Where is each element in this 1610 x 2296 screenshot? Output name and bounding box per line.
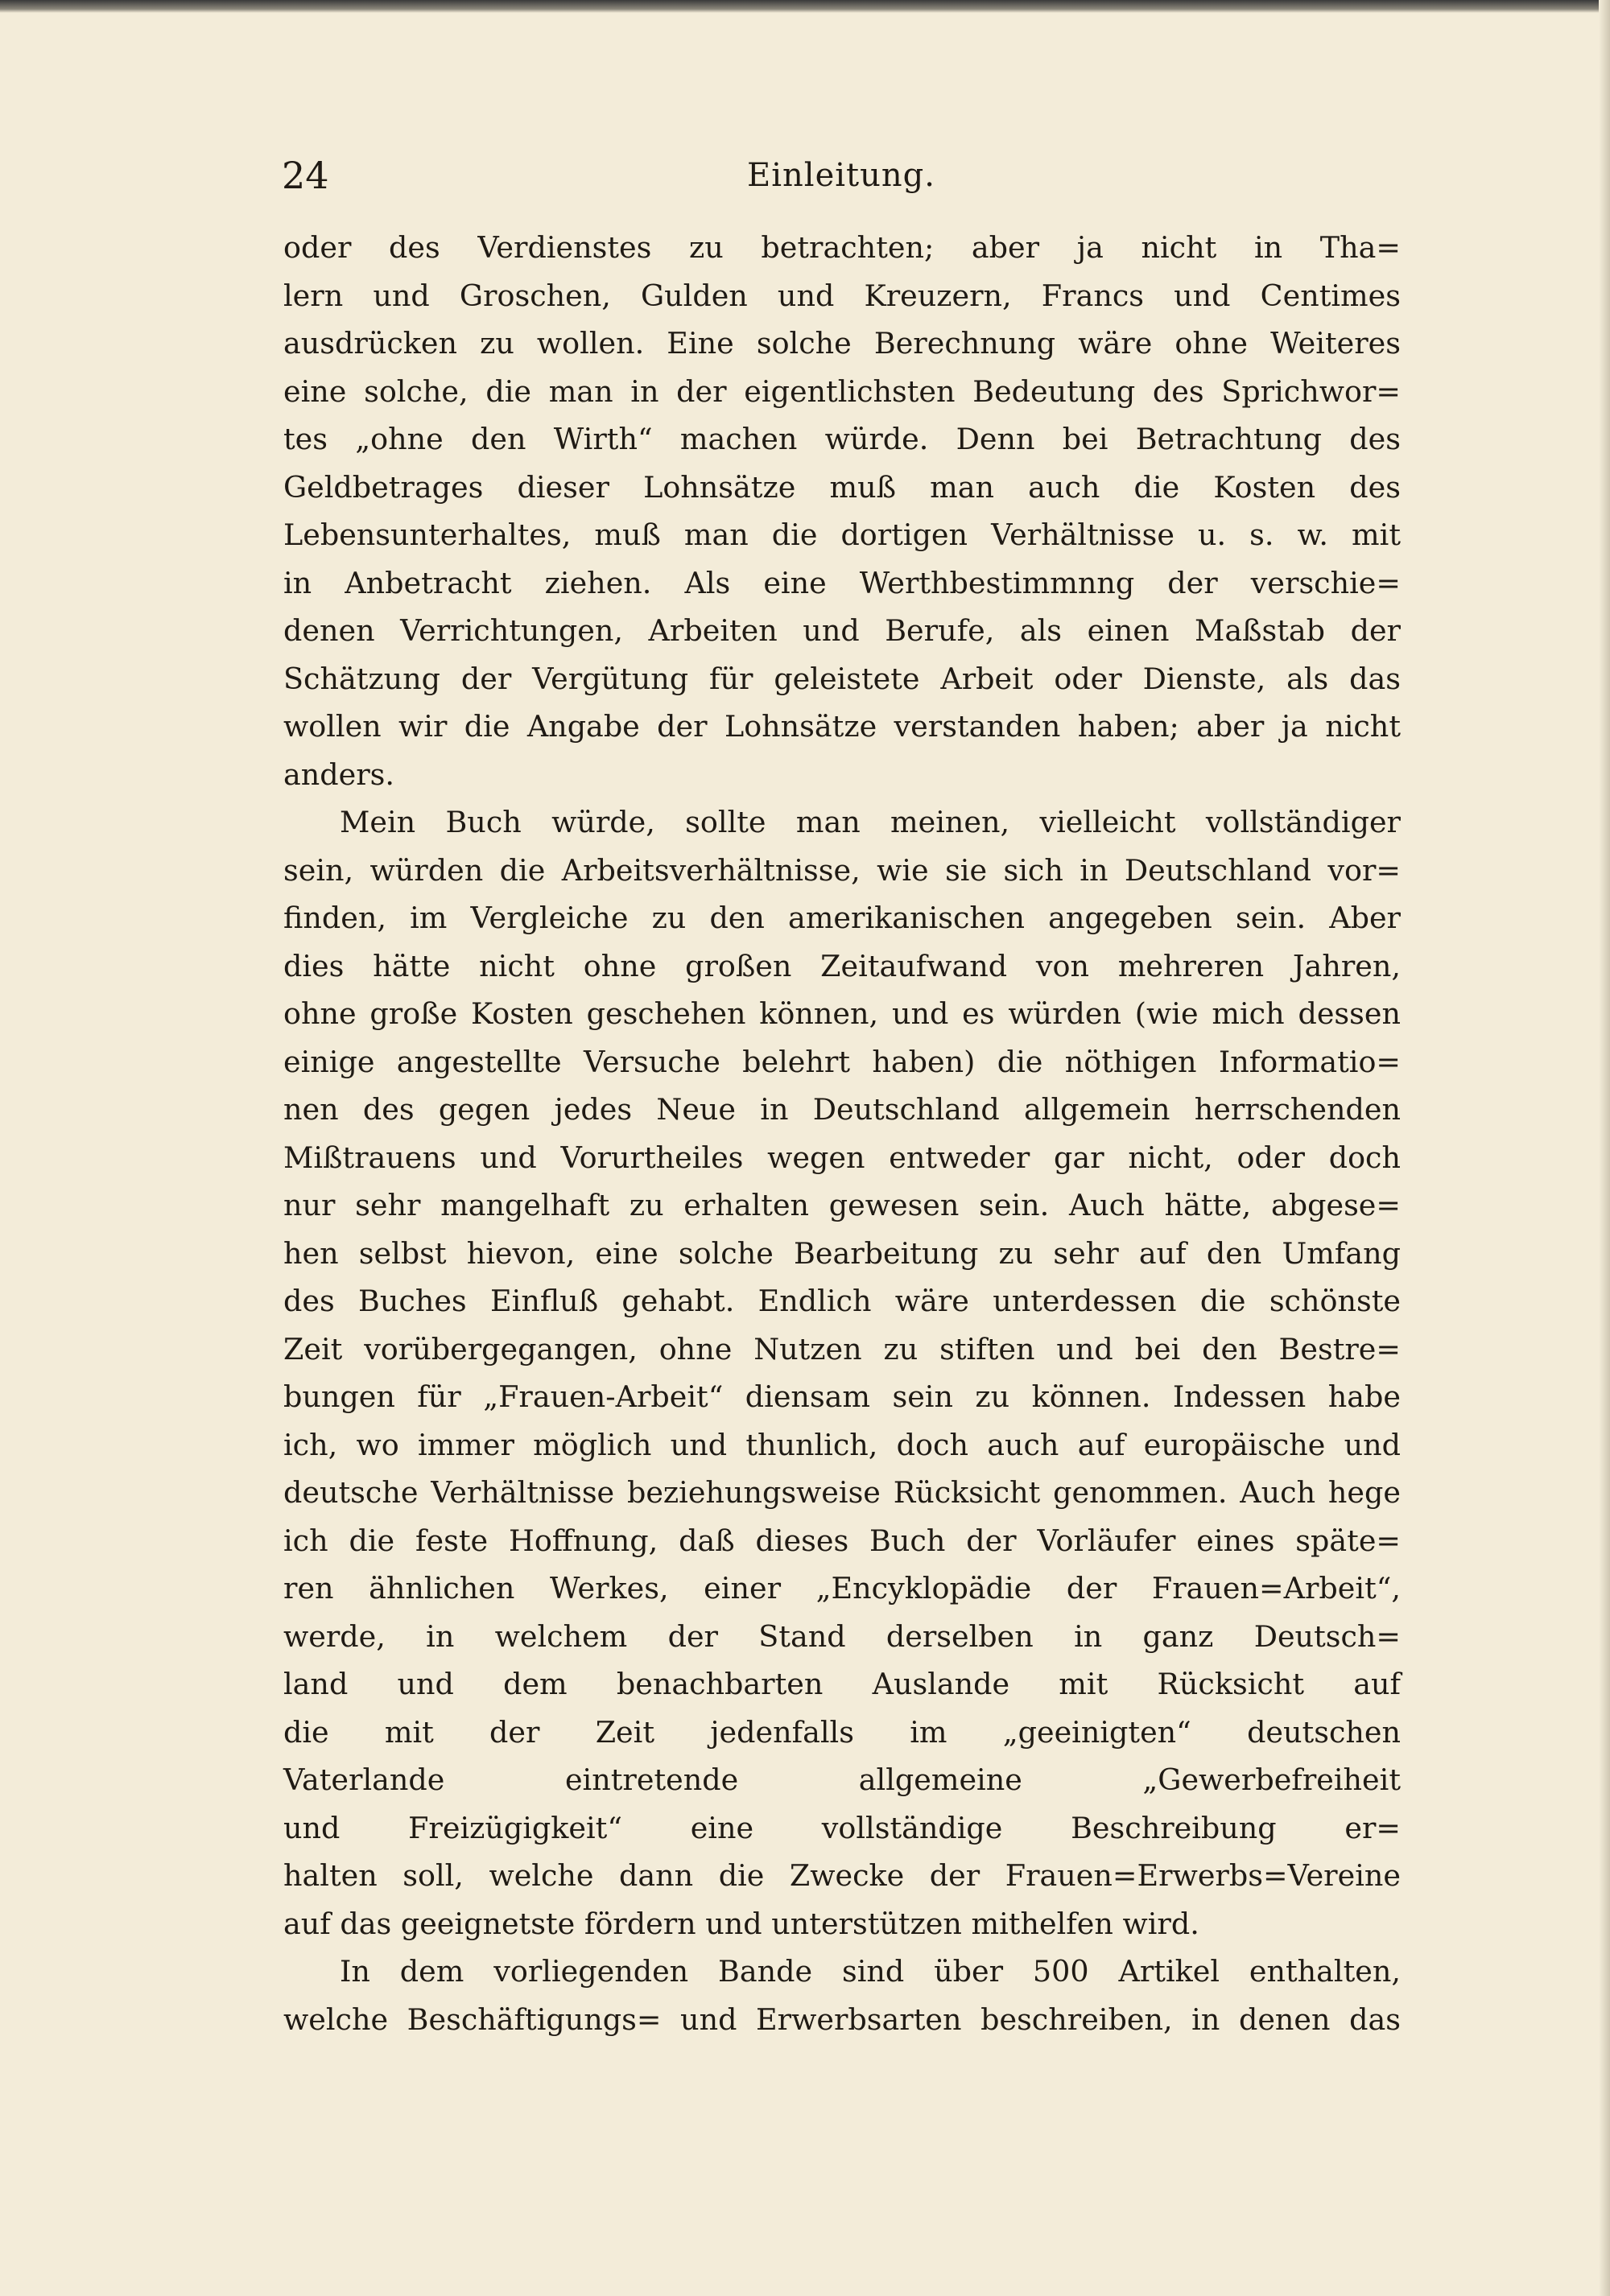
text-line: Geldbetrages dieser Lohnsätze muß man auch die Kosten des bbox=[283, 469, 1401, 505]
text-line: denen Verrichtungen, Arbeiten und Berufe, als einen Maßstab der bbox=[283, 613, 1401, 648]
text-line: Mißtrauens und Vorurtheiles wegen entweder gar nicht, oder doch bbox=[283, 1140, 1401, 1175]
text-line: bungen für „Frauen-Arbeit“ diensam sein zu können. Indessen habe bbox=[283, 1379, 1401, 1414]
text-line: Lebensunterhaltes, muß man die dortigen Verhältnisse u. s. w. mit bbox=[283, 517, 1401, 552]
text-line: finden, im Vergleiche zu den amerikanischen angegeben sein. Aber bbox=[283, 901, 1401, 935]
text-line: oder des Verdienstes zu betrachten; aber ja nicht in Tha= bbox=[283, 230, 1401, 265]
text-line: ich, wo immer möglich und thunlich, doch auch auf europäische und bbox=[283, 1427, 1401, 1462]
page-number: 24 bbox=[282, 154, 329, 197]
text-line: in Anbetracht ziehen. Als eine Werthbestimmnng der verschie= bbox=[283, 565, 1401, 600]
text-line: einige angestellte Versuche belehrt haben) die nöthigen Informatio= bbox=[283, 1044, 1401, 1079]
text-line: In dem vorliegenden Bande sind über 500 Artikel enthalten, bbox=[340, 1954, 1401, 1989]
text-line: land und dem benachbarten Auslande mit Rücksicht auf bbox=[283, 1667, 1401, 1701]
text-line: welche Beschäftigungs= und Erwerbsarten beschreiben, in denen das bbox=[283, 2001, 1401, 2037]
page-header bbox=[282, 151, 1401, 200]
text-line: eine solche, die man in der eigentlichsten Bedeutung des Sprichwor= bbox=[283, 373, 1401, 409]
page-right-edge bbox=[1599, 0, 1610, 2296]
page-top-edge bbox=[0, 0, 1610, 13]
text-line: ich die feste Hoffnung, daß dieses Buch der Vorläufer eines späte= bbox=[283, 1523, 1401, 1558]
text-line: dies hätte nicht ohne großen Zeitaufwand von mehreren Jahren, bbox=[283, 948, 1401, 983]
text-line: des Buches Einfluß gehabt. Endlich wäre unterdessen die schönste bbox=[283, 1284, 1401, 1318]
text-line: halten soll, welche dann die Zwecke der Frauen=Erwerbs=Vereine bbox=[283, 1858, 1401, 1893]
text-line: ausdrücken zu wollen. Eine solche Berechnung wäre ohne Weiteres bbox=[283, 326, 1401, 361]
text-line: Zeit vorübergegangen, ohne Nutzen zu stiften und bei den Bestre= bbox=[283, 1331, 1401, 1366]
text-line: deutsche Verhältnisse beziehungsweise Rücksicht genommen. Auch hege bbox=[283, 1475, 1401, 1510]
text-line: Schätzung der Vergütung für geleistete Arbeit oder Dienste, als das bbox=[283, 661, 1401, 696]
running-head: Einleitung. bbox=[747, 157, 935, 194]
text-line: Vaterlande eintretende allgemeine „Gewerbefreiheit bbox=[283, 1762, 1401, 1797]
text-line: nen des gegen jedes Neue in Deutschland allgemein herrschenden bbox=[283, 1092, 1401, 1127]
body-text bbox=[283, 224, 1401, 2043]
text-line: die mit der Zeit jedenfalls im „geeinigten“ deutschen bbox=[283, 1714, 1401, 1750]
text-line: tes „ohne den Wirth“ machen würde. Denn bei Betrachtung des bbox=[283, 422, 1401, 456]
text-line: Mein Buch würde, sollte man meinen, vielleicht vollständiger bbox=[340, 805, 1401, 839]
text-line: nur sehr mangelhaft zu erhalten gewesen sein. Auch hätte, abgese= bbox=[283, 1188, 1401, 1222]
text-line: ren ähnlichen Werkes, einer „Encyklopädie der Frauen=Arbeit“, bbox=[283, 1571, 1401, 1606]
text-line: hen selbst hievon, eine solche Bearbeitung zu sehr auf den Umfang bbox=[283, 1235, 1401, 1271]
text-line: lern und Groschen, Gulden und Kreuzern, Francs und Centimes bbox=[283, 278, 1401, 313]
text-line: ohne große Kosten geschehen können, und es würden (wie mich dessen bbox=[283, 996, 1401, 1031]
text-line: und Freizügigkeit“ eine vollständige Beschreibung er= bbox=[283, 1810, 1401, 1845]
text-line: wollen wir die Angabe der Lohnsätze verstanden haben; aber ja nicht bbox=[283, 709, 1401, 744]
text-line: anders. bbox=[283, 756, 395, 792]
text-line: sein, würden die Arbeitsverhältnisse, wie sie sich in Deutschland vor= bbox=[283, 852, 1401, 888]
text-line: werde, in welchem der Stand derselben in ganz Deutsch= bbox=[283, 1618, 1401, 1654]
text-line: auf das geeignetste fördern und unterstützen mithelfen wird. bbox=[283, 1906, 1199, 1941]
